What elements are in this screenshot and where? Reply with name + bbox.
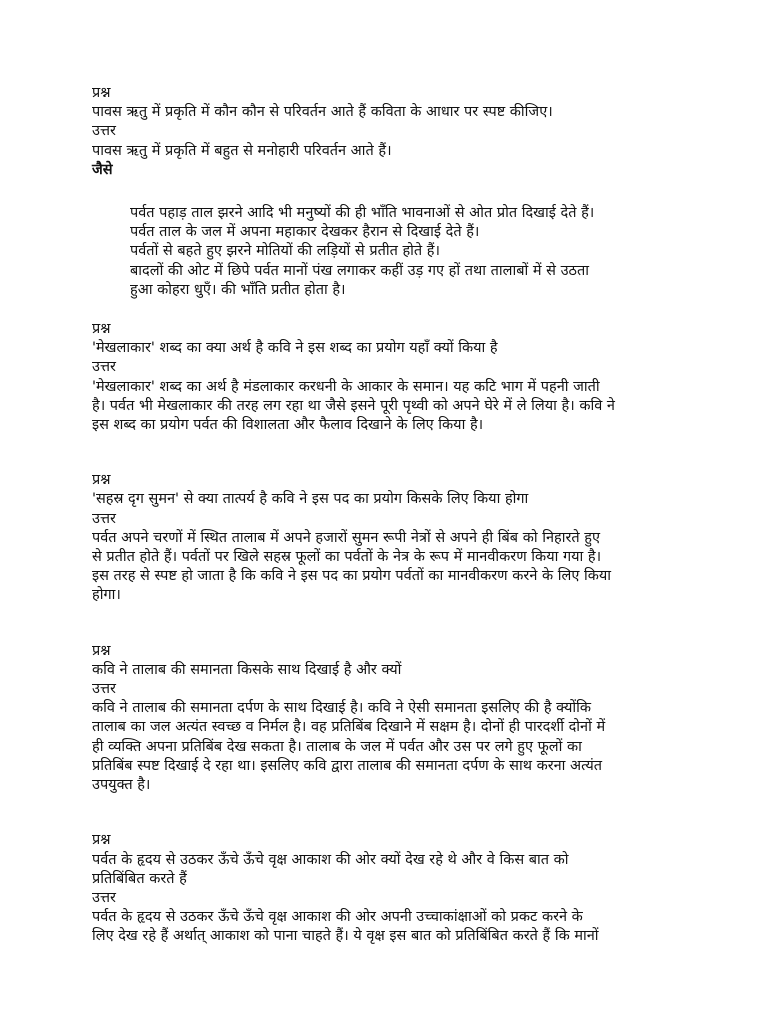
answer-line: इस शब्द का प्रयोग पर्वत की विशालता और फैलाव दिखाने के लिए किया है। <box>92 417 484 434</box>
question-text: कवि ने तालाब की समानता किसके साथ दिखाई है और क्यों <box>92 661 402 678</box>
answer-line: होगा। <box>92 587 121 604</box>
qa-block-2 <box>92 320 678 435</box>
answer-line: उपयुक्त है। <box>92 777 151 794</box>
answer-label: उत्तर <box>92 123 116 140</box>
question-label: प्रश्न <box>92 832 111 849</box>
qa-block-4 <box>92 642 678 796</box>
question-text: पावस ऋतु में प्रकृति में कौन कौन से परिवर्तन आते हैं कविता के आधार पर स्पष्ट कीजिए। <box>92 104 553 121</box>
answer-text: पावस ऋतु में प्रकृति में बहुत से मनोहारी परिवर्तन आते हैं। <box>92 142 392 159</box>
list-item: बादलों की ओट में छिपे पर्वत मानों पंख लगाकर कहीं उड़ गए हों तथा तालाबों में से उठता <box>130 262 589 279</box>
qa-block-3 <box>92 471 678 605</box>
answer-line: तालाब का जल अत्यंत स्वच्छ व निर्मल है। वह प्रतिबिंब दिखाने में सक्षम है। दोनों ही पारदर्शी दोनों में <box>92 719 606 736</box>
answer-line: पर्वत के हृदय से उठकर ऊँचे ऊँचे वृक्ष आकाश की ओर अपनी उच्चाकांक्षाओं को प्रकट करने के <box>92 909 583 926</box>
question-label: प्रश्न <box>92 642 111 659</box>
such-as-heading: जैसे <box>92 161 113 178</box>
answer-line: है। पर्वत भी मेखलाकार की तरह लग रहा था जैसे इसने पूरी पृथ्वी को अपने घेरे में ले लिया है। कवि ने <box>92 397 615 414</box>
question-text: 'मेखलाकार' शब्द का क्या अर्थ है कवि ने इस शब्द का प्रयोग यहाँ क्यों किया है <box>92 340 498 357</box>
question-label: प्रश्न <box>92 472 111 489</box>
question-label: प्रश्न <box>92 321 111 338</box>
answer-label: उत्तर <box>92 359 116 376</box>
question-line: पर्वत के हृदय से उठकर ऊँचे ऊँचे वृक्ष आकाश की ओर क्यों देख रहे थे और वे किस बात को <box>92 851 569 868</box>
answer-label: उत्तर <box>92 889 116 906</box>
answer-line: इस तरह से स्पष्ट हो जाता है कि कवि ने इस पद का प्रयोग पर्वतों का मानवीकरण करने के लिए किया <box>92 568 612 585</box>
answer-line: पर्वत अपने चरणों में स्थित तालाब में अपने हजारों सुमन रूपी नेत्रों से अपने ही बिंब को निहारते हुए <box>92 529 600 546</box>
list-item: पर्वत ताल के जल में अपना महाकार देखकर हैरान से दिखाई देते हैं। <box>130 224 480 241</box>
answer-label: उत्तर <box>92 681 116 698</box>
answer-line: प्रतिबिंब स्पष्ट दिखाई दे रहा था। इसलिए कवि द्वारा तालाब की समानता दर्पण के साथ करना अत्यंत <box>92 757 603 774</box>
question-label: प्रश्न <box>92 85 111 101</box>
list-item: पर्वतों से बहते हुए झरने मोतियों की लड़ियों से प्रतीत होते हैं। <box>130 243 440 260</box>
question-line: प्रतिबिंबित करते हैं <box>92 870 187 887</box>
answer-line: लिए देख रहे हैं अर्थात् आकाश को पाना चाहते हैं। ये वृक्ष इस बात को प्रतिबिंबित करते हैं कि मानों <box>92 928 599 945</box>
answer-line: ही व्यक्ति अपना प्रतिबिंब देख सकता है। तालाब के जल में पर्वत और उस पर लगे हुए फूलों का <box>92 738 582 755</box>
answer-line: 'मेखलाकार' शब्द का अर्थ है मंडलाकार करधनी के आकार के समान। यह कटि भाग में पहनी जाती <box>92 378 600 395</box>
answer-line: से प्रतीत होते हैं। पर्वतों पर खिले सहस्र फूलों का पर्वतों के नेत्र के रूप में मानवीकरण किया गया है। <box>92 549 602 566</box>
answer-label: उत्तर <box>92 510 116 527</box>
answer-line: कवि ने तालाब की समानता दर्पण के साथ दिखाई है। कवि ने ऐसी समानता इसलिए की है क्योंकि <box>92 700 591 717</box>
qa-block-1 <box>92 84 678 300</box>
question-text: 'सहस्र दृग सुमन' से क्या तात्पर्य है कवि ने इस पद का प्रयोग किसके लिए किया होगा <box>92 491 529 508</box>
points-list <box>92 204 678 300</box>
list-item: पर्वत पहाड़ ताल झरने आदि भी मनुष्यों की ही भाँति भावनाओं से ओत प्रोत दिखाई देते हैं। <box>130 205 595 222</box>
list-item: हुआ कोहरा धुएँ। की भाँति प्रतीत होता है। <box>130 281 346 298</box>
document-page <box>92 84 678 947</box>
qa-block-5 <box>92 831 678 946</box>
